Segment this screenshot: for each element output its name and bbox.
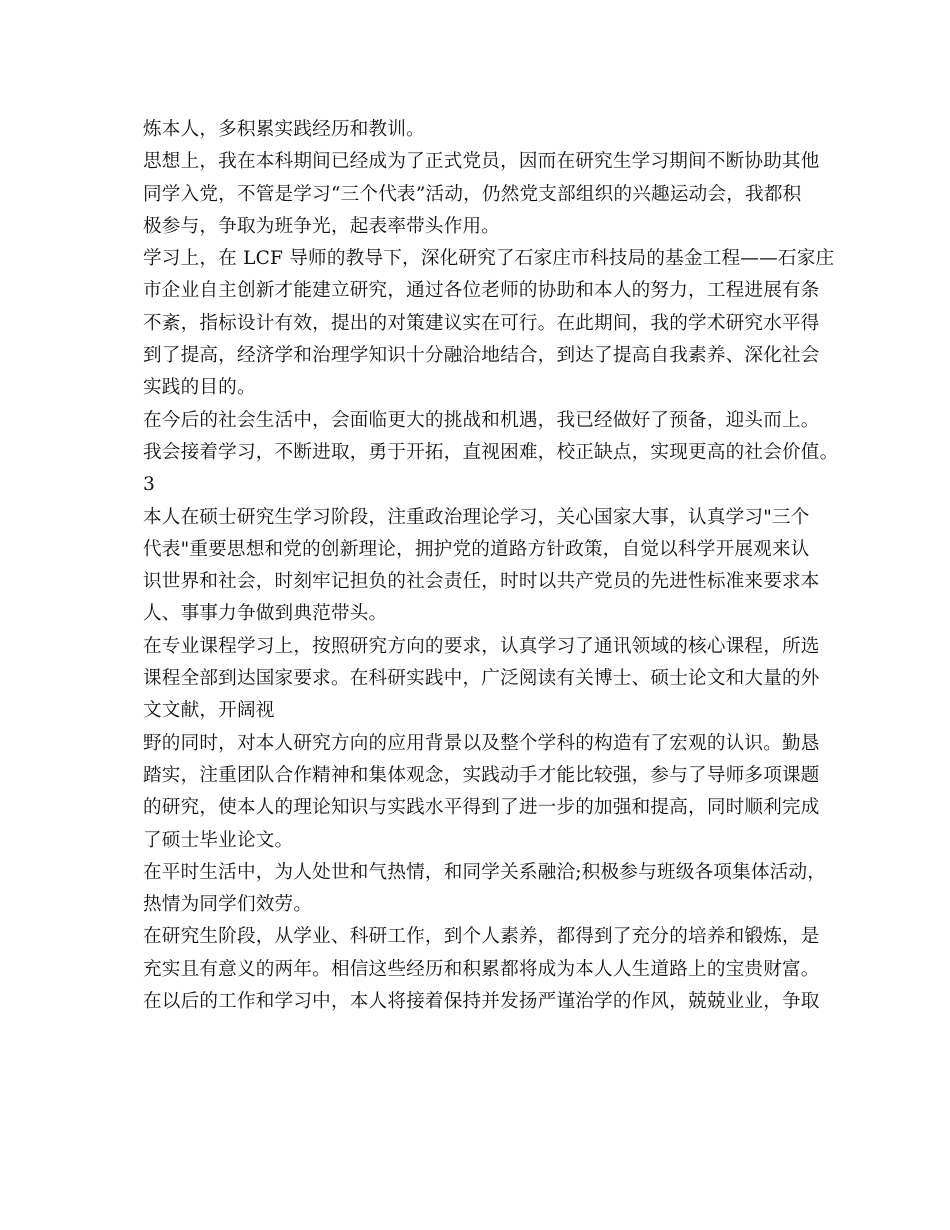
text-line: 在平时生活中，为人处世和气热情，和同学关系融洽;积极参与班级各项集体活动， xyxy=(143,861,827,883)
text-line: 市企业自主创新才能建立研究，通过各位老师的协助和本人的努力，工程进展有条 xyxy=(143,280,820,302)
text-line: 了硕士毕业论文。 xyxy=(143,829,294,851)
text-line: 到了提高，经济学和治理学知识十分融洽地结合，到达了提高自我素养、深化社会 xyxy=(143,345,820,367)
text-line: 课程全部到达国家要求。在科研实践中，广泛阅读有关博士、硕士论文和大量的外 xyxy=(143,668,820,690)
text-line: 在研究生阶段，从学业、科研工作，到个人素养，都得到了充分的培养和锻炼，是 xyxy=(143,926,820,948)
text-line: 代表"重要思想和党的创新理论，拥护党的道路方针政策，自觉以科学开展观来认 xyxy=(143,538,810,560)
document-body xyxy=(143,114,839,1018)
text-line: 踏实，注重团队合作精神和集体观念，实践动手才能比较强，参与了导师多项课题 xyxy=(143,764,820,786)
text-line: 在以后的工作和学习中，本人将接着保持并发扬严谨治学的作风，兢兢业业，争取 xyxy=(143,991,820,1013)
text-line: 同学入党，不管是学习“三个代表”活动，仍然党支部组织的兴趣运动会，我都积 xyxy=(143,183,802,205)
text-line: 在专业课程学习上，按照研究方向的要求，认真学习了通讯领域的核心课程，所选 xyxy=(143,635,820,657)
text-line: 极参与，争取为班争光，起表率带头作用。 xyxy=(143,215,501,237)
text-line: 实践的目的。 xyxy=(143,377,256,399)
text-line: 学习上，在 LCF 导师的教导下，深化研究了石家庄市科技局的基金工程——石家庄 xyxy=(143,248,835,270)
text-line: 识世界和社会，时刻牢记担负的社会责任，时时以共产党员的先进性标准来要求本 xyxy=(143,571,820,593)
text-line: 文文献，开阔视 xyxy=(143,700,275,722)
text-line: 热情为同学们效劳。 xyxy=(143,894,313,916)
text-line: 本人在硕士研究生学习阶段，注重政治理论学习，关心国家大事，认真学习"三个 xyxy=(143,506,810,528)
text-line: 思想上，我在本科期间已经成为了正式党员，因而在研究生学习期间不断协助其他 xyxy=(143,151,820,173)
text-line: 人、事事力争做到典范带头。 xyxy=(143,603,388,625)
text-line: 的研究，使本人的理论知识与实践水平得到了进一步的加强和提高，同时顺利完成 xyxy=(143,797,820,819)
text-line: 充实且有意义的两年。相信这些经历和积累都将成为本人人生道路上的宝贵财富。 xyxy=(143,958,820,980)
text-line: 不紊，指标设计有效，提出的对策建议实在可行。在此期间，我的学术研究水平得 xyxy=(143,312,820,334)
text-line: 在今后的社会生活中，会面临更大的挑战和机遇，我已经做好了预备，迎头而上。 xyxy=(143,409,820,431)
text-line: 我会接着学习，不断进取，勇于开拓，直视困难，校正缺点，实现更高的社会价值。 xyxy=(143,441,839,463)
text-line: 炼本人，多积累实践经历和教训。 xyxy=(143,119,425,140)
text-line: 野的同时，对本人研究方向的应用背景以及整个学科的构造有了宏观的认识。勤恳 xyxy=(143,732,820,754)
section-number: 3 xyxy=(143,474,156,496)
